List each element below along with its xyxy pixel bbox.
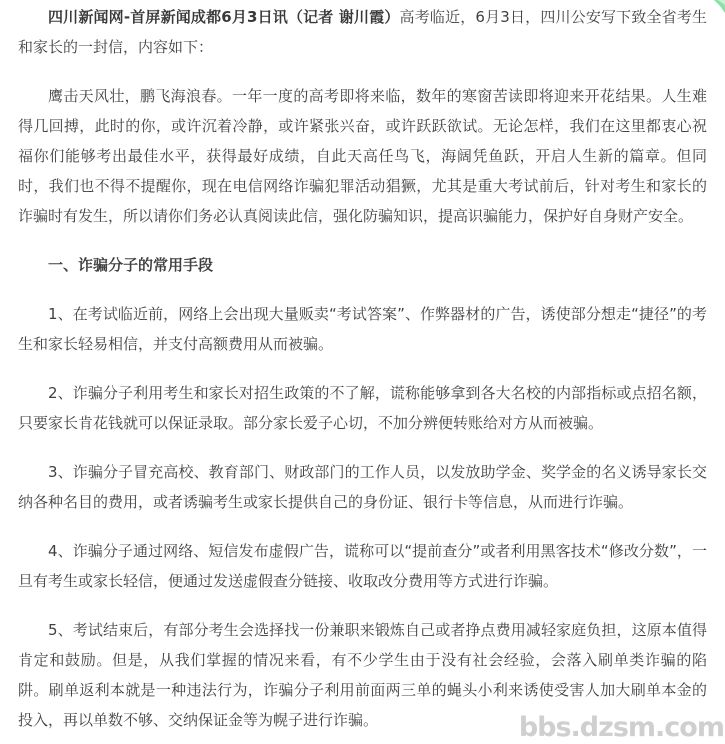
intro-paragraph: 鹰击天风壮，鹏飞海浪春。一年一度的高考即将来临，数年的寒窗苦读即将迎来开花结果。人生难得几回搏，此时的你，或许沉着冷静，或许紧张兴奋，或许跃跃欲试。无论怎样，我们在这里都衷心祝福你们能够考出最佳水平，获得最好成绩，自此天高任鸟飞，海阔凭鱼跃，开启人生新的篇章。但同时，我们也不得不提醒你，现在电信网络诈骗犯罪活动猖獗，尤其是重大考试前后，针对考生和家长的诈骗时有发生，所以请你们务必认真阅读此信，强化防骗知识，提高识骗能力，保护好自身财产安全。 bbox=[18, 87, 707, 225]
corner-leaf-decoration-icon bbox=[709, 0, 725, 15]
section-heading: 一、诈骗分子的常用手段 bbox=[48, 256, 214, 274]
list-item-2: 2、诈骗分子利用考生和家长对招生政策的不了解，谎称能够拿到各大名校的内部指标或点招名额，只要家长肯花钱就可以保证录取。部分家长爱子心切，不加分辨便转账给对方从而被骗。 bbox=[18, 384, 707, 432]
list-item-5: 5、考试结束后，有部分考生会选择找一份兼职来锻炼自己或者挣点费用减轻家庭负担，这原本值得肯定和鼓励。但是，从我们掌握的情况来看，有不少学生由于没有社会经验，会落入刷单类诈骗的陷阱。刷单返利本就是一种违法行为，诈骗分子利用前面两三单的蝇头小利来诱使受害人加大刷单本金的投入，再以单数不够、交纳保证金等为幌子进行诈骗。 bbox=[18, 621, 707, 729]
list-item-3: 3、诈骗分子冒充高校、教育部门、财政部门的工作人员，以发放助学金、奖学金的名义诱导家长交纳各种名目的费用，或者诱骗考生或家长提供自己的身份证、银行卡等信息，从而进行诈骗。 bbox=[18, 463, 707, 511]
byline-source-text: 四川新闻网-首屏新闻成都6月3日讯（记者 谢川霞） bbox=[48, 8, 400, 26]
list-item-4: 4、诈骗分子通过网络、短信发布虚假广告，谎称可以“提前查分”或者利用黑客技术“修改分数”，一旦有考生或家长轻信，便通过发送虚假查分链接、收取改分费用等方式进行诈骗。 bbox=[18, 542, 707, 590]
byline-rest-text: 高考临近，6月3日，四川公安写下致全省考生和家长的一封信，内容如下： bbox=[18, 8, 708, 56]
list-item-1: 1、在考试临近前，网络上会出现大量贩卖“考试答案”、作弊器材的广告，诱使部分想走“捷径”的考生和家长轻易相信，并支付高额费用从而被骗。 bbox=[18, 305, 707, 353]
site-watermark: bbs.dzsm.com bbox=[518, 712, 724, 743]
byline-paragraph bbox=[18, 2, 707, 62]
